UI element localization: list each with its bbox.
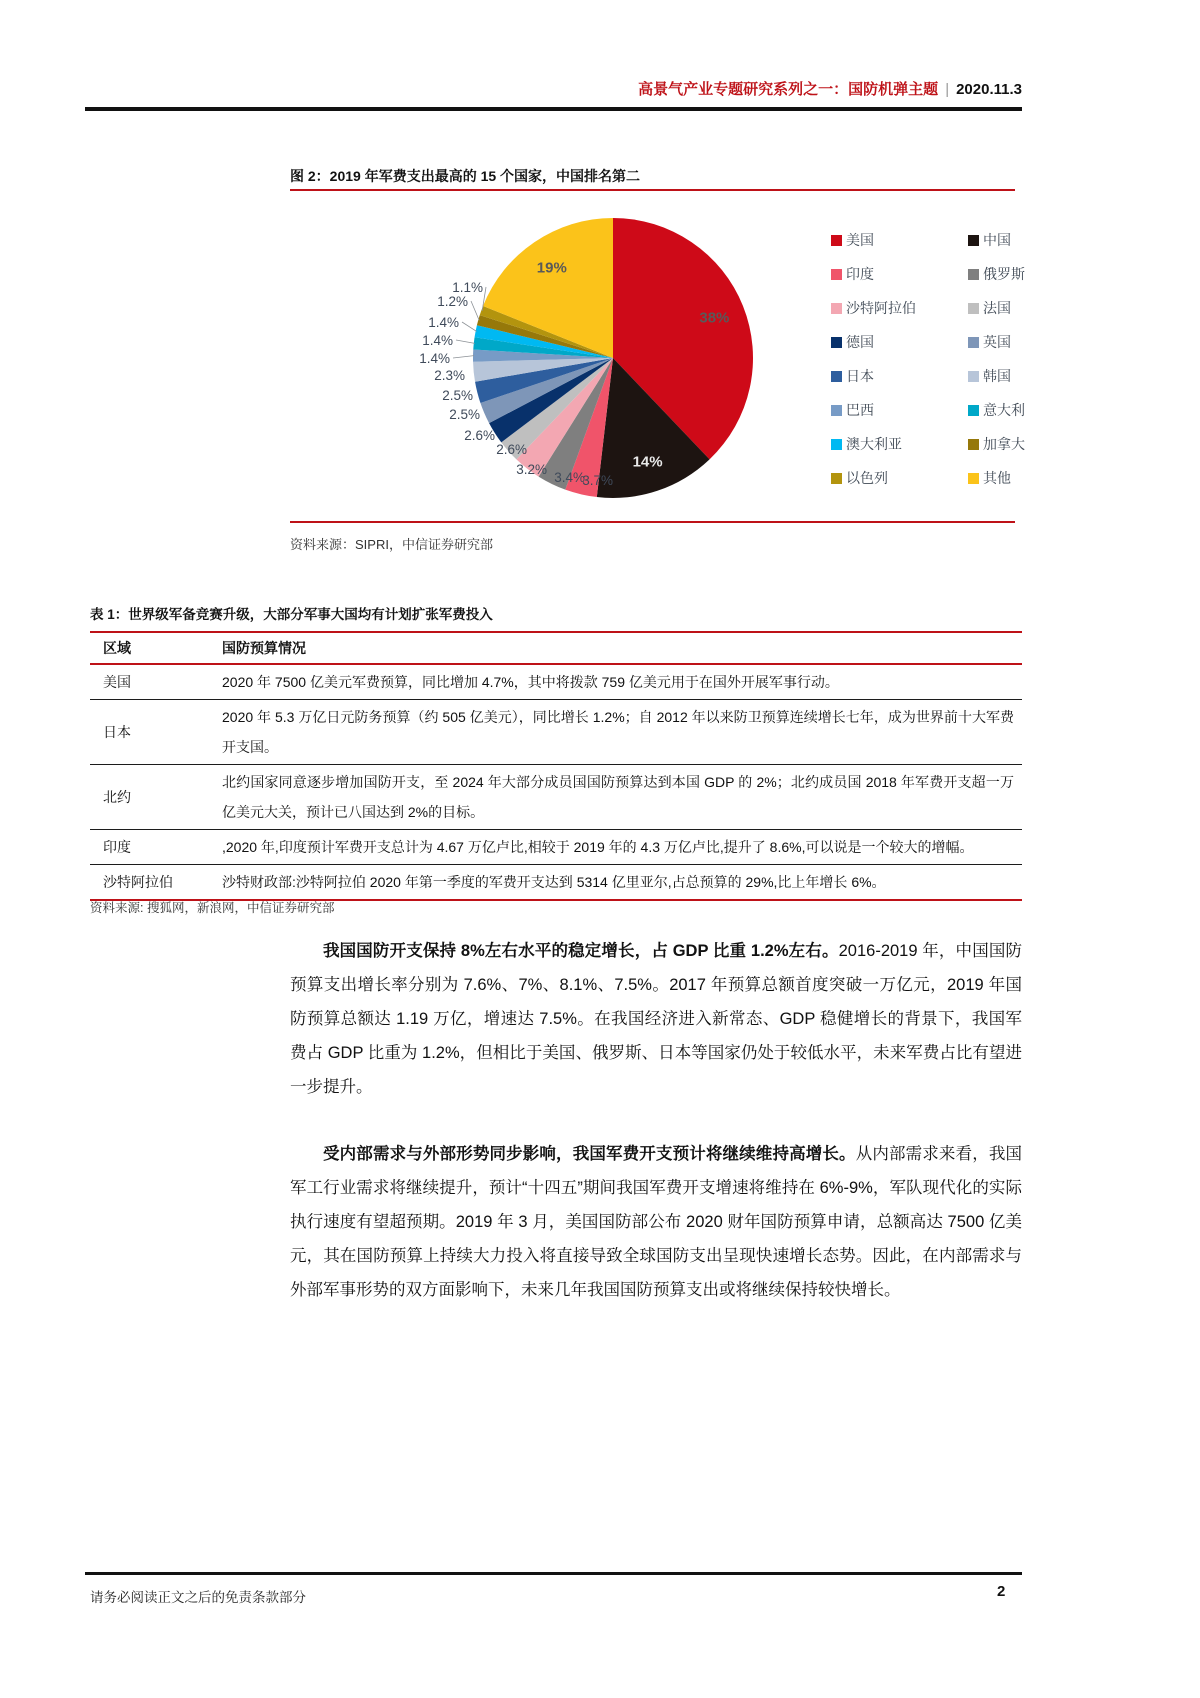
cell-region: 美国 — [90, 664, 222, 700]
pie-data-label: 2.5% — [449, 407, 480, 422]
legend-swatch — [831, 405, 842, 416]
table-row — [90, 765, 1022, 830]
legend-swatch — [968, 439, 979, 450]
pie-data-label: 19% — [536, 259, 567, 277]
legend-item-沙特阿拉伯 — [831, 298, 968, 318]
legend-label: 韩国 — [983, 368, 1011, 384]
pie-data-label: 2.3% — [434, 368, 465, 383]
paragraph-2 — [290, 1137, 1022, 1307]
legend-label: 沙特阿拉伯 — [846, 300, 916, 316]
legend-swatch — [968, 473, 979, 484]
pie-data-label: 3.2% — [516, 462, 547, 477]
pie-data-label: 1.2% — [437, 294, 468, 309]
cell-budget-detail: ,2020 年,印度预计军费开支总计为 4.67 万亿卢比,相较于 2019 年的 4.3 万亿卢比,提升了 8.6%,可以说是一个较大的增幅。 — [222, 830, 1022, 865]
table-header-row — [90, 632, 1022, 664]
figure-source: 资料来源：SIPRI，中信证券研究部 — [290, 537, 493, 552]
figure-bottom-rule — [290, 521, 1015, 523]
legend-item-意大利 — [968, 400, 1025, 420]
legend-item-澳大利亚 — [831, 434, 968, 454]
table-row — [90, 700, 1022, 765]
legend-swatch — [831, 235, 842, 246]
cell-budget-detail: 2020 年 5.3 万亿日元防务预算（约 505 亿美元），同比增长 1.2%；自 2012 年以来防卫预算连续增长七年，成为世界前十大军费开支国。 — [222, 700, 1022, 765]
pie-data-label: 2.5% — [442, 388, 473, 403]
legend-item-法国 — [968, 298, 1025, 318]
legend-item-加拿大 — [968, 434, 1025, 454]
cell-budget-detail: 沙特财政部:沙特阿拉伯 2020 年第一季度的军费开支达到 5314 亿里亚尔,占总预算的 29%,比上年增长 6%。 — [222, 865, 1022, 901]
column-header-budget: 国防预算情况 — [222, 632, 1022, 664]
legend-label: 其他 — [983, 470, 1011, 486]
legend-label: 印度 — [846, 266, 874, 282]
legend-item-韩国 — [968, 366, 1025, 386]
cell-region: 沙特阿拉伯 — [90, 865, 222, 901]
figure-top-rule — [290, 189, 1015, 191]
legend-item-以色列 — [831, 468, 968, 488]
pie-data-label: 1.4% — [428, 315, 459, 330]
pie-leader-line — [456, 340, 475, 343]
page-number: 2 — [997, 1583, 1006, 1600]
header-separator: | — [945, 81, 950, 98]
legend-swatch — [831, 337, 842, 348]
header-rule — [85, 107, 1022, 111]
legend-item-其他 — [968, 468, 1025, 488]
table-row — [90, 865, 1022, 901]
legend-label: 澳大利亚 — [846, 436, 902, 452]
legend-swatch — [968, 269, 979, 280]
legend-label: 美国 — [846, 232, 874, 248]
legend-swatch — [831, 303, 842, 314]
page-header — [638, 78, 1022, 99]
legend-swatch — [831, 473, 842, 484]
legend-swatch — [968, 405, 979, 416]
legend-label: 以色列 — [846, 470, 888, 486]
footer-rule — [85, 1572, 1022, 1575]
chart-legend — [831, 223, 1025, 495]
pie-data-label: 3.4% — [554, 470, 585, 485]
paragraph-1 — [290, 934, 1022, 1104]
pie-data-label: 1.4% — [419, 351, 450, 366]
legend-item-日本 — [831, 366, 968, 386]
legend-item-德国 — [831, 332, 968, 352]
legend-swatch — [968, 303, 979, 314]
legend-label: 俄罗斯 — [983, 266, 1025, 282]
legend-item-印度 — [831, 264, 968, 284]
table-row — [90, 830, 1022, 865]
footer-disclaimer: 请务必阅读正文之后的免责条款部分 — [90, 1590, 306, 1605]
table-row — [90, 664, 1022, 700]
body-text — [290, 934, 1022, 1340]
legend-swatch — [831, 371, 842, 382]
legend-item-俄罗斯 — [968, 264, 1025, 284]
legend-label: 加拿大 — [983, 436, 1025, 452]
legend-label: 英国 — [983, 334, 1011, 350]
legend-label: 巴西 — [846, 402, 874, 418]
pie-data-label: 3.7% — [582, 473, 613, 488]
paragraph-1-lead: 我国国防开支保持 8%左右水平的稳定增长，占 GDP 比重 1.2%左右。 — [323, 942, 839, 960]
defense-budget-table — [90, 631, 1022, 901]
cell-budget-detail: 北约国家同意逐步增加国防开支，至 2024 年大部分成员国国防预算达到本国 GDP 的 2%；北约成员国 2018 年军费开支超一万亿美元大关，预计已八国达到 2%的目标。 — [222, 765, 1022, 830]
legend-label: 法国 — [983, 300, 1011, 316]
legend-swatch — [968, 337, 979, 348]
legend-label: 德国 — [846, 334, 874, 350]
legend-item-中国 — [968, 230, 1025, 250]
table-title: 表 1：世界级军备竞赛升级，大部分军事大国均有计划扩张军费投入 — [90, 607, 493, 622]
cell-region: 北约 — [90, 765, 222, 830]
legend-item-巴西 — [831, 400, 968, 420]
legend-swatch — [968, 371, 979, 382]
pie-leader-line — [462, 322, 477, 331]
paragraph-1-body: 2016-2019 年，中国国防预算支出增长率分别为 7.6%、7%、8.1%、7.5%。2017 年预算总额首度突破一万亿元，2019 年国防预算总额达 1.19 万亿，增速达 7.5%。在我国经济进入新常态、GDP 稳健增长的背景下，我国军费占 GDP 比重为 1.2%，但相比于美国、俄罗斯、日本等国家仍处于较低水平，未来军费占比有望进一步提升。 — [290, 942, 1022, 1096]
column-header-region: 区域 — [90, 632, 222, 664]
pie-data-label: 38% — [699, 309, 730, 327]
pie-data-label: 1.1% — [452, 280, 483, 295]
pie-data-label: 14% — [632, 453, 663, 471]
paragraph-2-lead: 受内部需求与外部形势同步影响，我国军费开支预计将继续维持高增长。 — [323, 1145, 856, 1163]
legend-swatch — [831, 269, 842, 280]
legend-item-英国 — [968, 332, 1025, 352]
cell-region: 日本 — [90, 700, 222, 765]
pie-leader-line — [453, 356, 474, 358]
pie-data-label: 1.4% — [422, 333, 453, 348]
military-spending-pie-chart — [370, 200, 830, 510]
legend-swatch — [968, 235, 979, 246]
legend-label: 中国 — [983, 232, 1011, 248]
report-series-title: 高景气产业专题研究系列之一：国防机弹主题 — [638, 81, 939, 98]
pie-data-label: 2.6% — [464, 428, 495, 443]
paragraph-2-body: 从内部需求来看，我国军工行业需求将继续提升，预计“十四五”期间我国军费开支增速将维持在 6%-9%，军队现代化的实际执行速度有望超预期。2019 年 3 月，美国国防部公布 2020 财年国防预算申请，总额高达 7500 亿美元，其在国防预算上持续大力投入将直接导致全球国防支出呈现快速增长态势。因此，在内部需求与外部军事形势的双方面影响下，未来几年我国国防预算支出或将继续保持较快增长。 — [290, 1145, 1023, 1299]
report-date: 2020.11.3 — [956, 81, 1022, 98]
table-source: 资料来源: 搜狐网，新浪网，中信证券研究部 — [90, 901, 335, 915]
legend-item-美国 — [831, 230, 968, 250]
pie-leader-line — [471, 301, 479, 320]
cell-budget-detail: 2020 年 7500 亿美元军费预算，同比增加 4.7%，其中将拨款 759 亿美元用于在国外开展军事行动。 — [222, 664, 1022, 700]
legend-swatch — [831, 439, 842, 450]
legend-label: 意大利 — [983, 402, 1025, 418]
cell-region: 印度 — [90, 830, 222, 865]
figure-title: 图 2：2019 年军费支出最高的 15 个国家，中国排名第二 — [290, 168, 641, 184]
pie-data-label: 2.6% — [496, 442, 527, 457]
legend-label: 日本 — [846, 368, 874, 384]
